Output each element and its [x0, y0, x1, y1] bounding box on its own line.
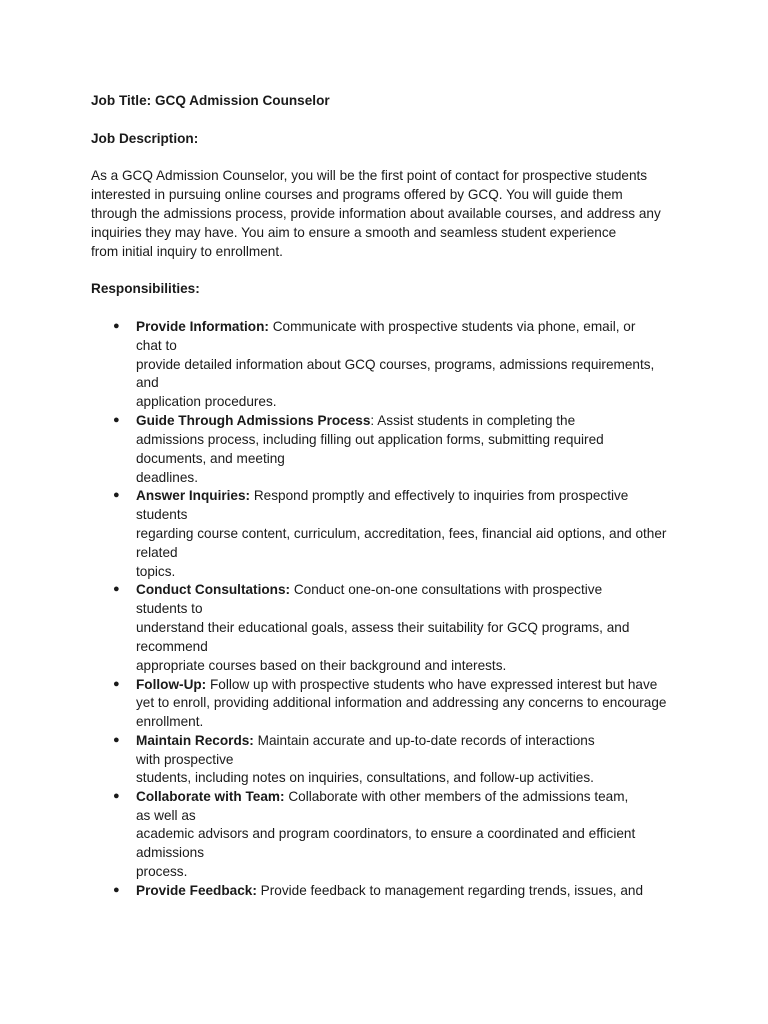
list-item-title: Guide Through Admissions Process [136, 413, 371, 428]
list-item-line: enrollment. [136, 714, 204, 729]
list-item-title: Provide Information: [136, 319, 269, 334]
list-item-title: Collaborate with Team: [136, 789, 285, 804]
list-item-text: Provide feedback to management regarding trends, issues, and [256, 883, 644, 898]
list-item-line: provide detailed information about GCQ courses, programs, admissions requirements, [136, 357, 655, 372]
list-item-line: regarding course content, curriculum, accreditation, fees, financial aid options, and other [136, 526, 667, 541]
list-item-text: Maintain accurate and up-to-date records of interactions [253, 733, 595, 748]
list-item-text: Conduct one-on-one consultations with prospective [290, 582, 603, 597]
list-item-line: recommend [136, 639, 208, 654]
list-item-line: admissions process, including filling out application forms, submitting required [136, 432, 604, 447]
description-line: through the admissions process, provide information about available courses, and address any [91, 206, 661, 221]
list-item-text: Communicate with prospective students via phone, email, or [268, 319, 636, 334]
list-item-title: Follow-Up: [136, 677, 207, 692]
bullet-icon: ● [113, 734, 120, 746]
list-item-line: yet to enroll, providing additional information and addressing any concerns to encourage [136, 695, 667, 710]
list-item-line: students, including notes on inquiries, consultations, and follow-up activities. [136, 770, 594, 785]
job-title: Job Title: GCQ Admission Counselor [91, 93, 330, 108]
list-item-text: Follow up with prospective students who have expressed interest but have [206, 677, 658, 692]
list-item-first-line [136, 411, 575, 430]
list-item-line: documents, and meeting [136, 451, 285, 466]
bullet-icon: ● [113, 489, 120, 501]
list-item-text: : Assist students in completing the [370, 413, 576, 428]
description-line: from initial inquiry to enrollment. [91, 244, 283, 259]
list-item-line: process. [136, 864, 188, 879]
list-item-first-line [136, 731, 595, 750]
responsibilities-heading: Responsibilities: [91, 281, 200, 296]
list-item-title: Answer Inquiries: [136, 488, 251, 503]
list-item-line: admissions [136, 845, 204, 860]
list-item-line: topics. [136, 564, 176, 579]
list-item-title: Conduct Consultations: [136, 582, 291, 597]
description-line: interested in pursuing online courses and programs offered by GCQ. You will guide them [91, 187, 623, 202]
bullet-icon: ● [113, 884, 120, 896]
list-item-first-line [136, 881, 643, 900]
list-item-first-line [136, 486, 628, 505]
list-item-line: students [136, 507, 188, 522]
list-item-line: understand their educational goals, assess their suitability for GCQ programs, and [136, 620, 630, 635]
list-item-line: and [136, 375, 159, 390]
list-item-text: Respond promptly and effectively to inquiries from prospective [250, 488, 629, 503]
bullet-icon: ● [113, 414, 120, 426]
list-item-line: deadlines. [136, 470, 198, 485]
list-item-line: students to [136, 601, 203, 616]
bullet-icon: ● [113, 678, 120, 690]
list-item-first-line [136, 787, 628, 806]
list-item-text: Collaborate with other members of the admissions team, [284, 789, 629, 804]
bullet-icon: ● [113, 320, 120, 332]
description-line: inquiries they may have. You aim to ensure a smooth and seamless student experience [91, 225, 617, 240]
list-item-line: application procedures. [136, 394, 277, 409]
bullet-icon: ● [113, 583, 120, 595]
list-item-line: chat to [136, 338, 177, 353]
list-item-line: with prospective [136, 752, 234, 767]
list-item-first-line [136, 580, 602, 599]
list-item-title: Provide Feedback: [136, 883, 257, 898]
list-item-first-line [136, 675, 657, 694]
job-description-heading: Job Description: [91, 131, 199, 146]
description-line: As a GCQ Admission Counselor, you will be the first point of contact for prospective students [91, 168, 648, 183]
bullet-icon: ● [113, 790, 120, 802]
list-item-line: academic advisors and program coordinators, to ensure a coordinated and efficient [136, 826, 636, 841]
list-item-first-line [136, 317, 635, 336]
list-item-line: appropriate courses based on their background and interests. [136, 658, 507, 673]
list-item-line: related [136, 545, 178, 560]
list-item-line: as well as [136, 808, 196, 823]
list-item-title: Maintain Records: [136, 733, 254, 748]
